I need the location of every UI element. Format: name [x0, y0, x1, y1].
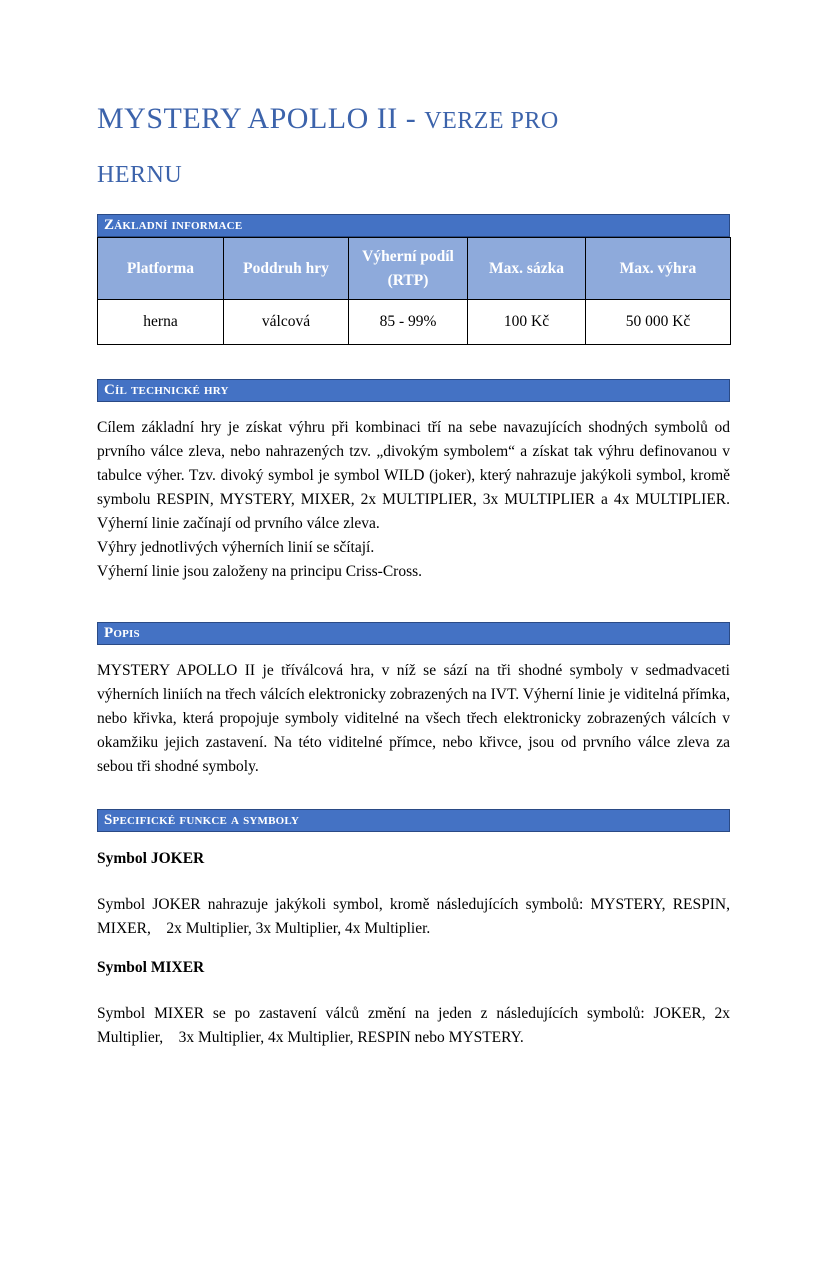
- column-header-platforma: Platforma: [98, 238, 224, 300]
- description-paragraph: MYSTERY APOLLO II je tříválcová hra, v níž se sází na tři shodné symboly v sedmadvaceti výherních liniích na třech válcích elektronicky zobrazených na IVT. Výherní linie je viditelná přímka, nebo křivka, která propojuje symboly viditelné na všech třech elektronicky zobrazených válcích v okamžiku jejich zastavení. Na této viditelné přímce, nebo křivce, jsou od prvního válce zleva za sebou tři shodné symboly.: [97, 662, 730, 775]
- column-header-poddruh-hry: Poddruh hry: [224, 238, 349, 300]
- page-title: [97, 92, 730, 200]
- cell-max-sazka: 100 Kč: [468, 300, 586, 345]
- goal-line-2: Výhry jednotlivých výherních linií se sčítají.: [97, 539, 375, 556]
- cell-poddruh-hry: válcová: [224, 300, 349, 345]
- symbol-mixer-paragraph: Symbol MIXER se po zastavení válců změní na jeden z následujících symbolů: JOKER, 2x Multiplier, 3x Multiplier, 4x Multiplier, RESPIN nebo MYSTERY.: [97, 1005, 730, 1046]
- column-header-max-sazka: Max. sázka: [468, 238, 586, 300]
- section-heading-goal: Cíl technické hry: [97, 379, 730, 402]
- symbol-joker-heading: Symbol JOKER: [97, 850, 205, 867]
- document-page: [0, 92, 827, 1261]
- goal-line-3: Výherní linie jsou založeny na principu Criss-Cross.: [97, 563, 423, 580]
- cell-max-vyhra: 50 000 Kč: [586, 300, 731, 345]
- page-title-sub: VERZE PRO: [424, 108, 559, 134]
- table-row: [98, 300, 731, 345]
- section-heading-basic-info: Základní informace: [97, 214, 730, 237]
- section-heading-description: Popis: [97, 622, 730, 645]
- goal-paragraph: Cílem základní hry je získat výhru při kombinaci tří na sebe navazujících shodných symbolů od prvního válce zleva, nebo nahrazených tzv. „divokým symbolem“ a získat tak výhru definovanou v tabulce výher. Tzv. divoký symbol je symbol WILD (joker), který nahrazuje jakýkoli symbol, kromě symbolu RESPIN, MYSTERY, MIXER, 2x MULTIPLIER, 3x MULTIPLIER a 4x MULTIPLIER. Výherní linie začínají od prvního válce zleva.: [97, 419, 730, 532]
- symbol-mixer-heading: Symbol MIXER: [97, 959, 205, 976]
- table-header-row: [98, 238, 731, 300]
- column-header-vyherni-podil: Výherní podíl (RTP): [349, 238, 468, 300]
- symbol-joker-paragraph: Symbol JOKER nahrazuje jakýkoli symbol, kromě následujících symbolů: MYSTERY, RESPIN, MIXER, 2x Multiplier, 3x Multiplier, 4x Multiplier.: [97, 896, 730, 937]
- page-title-sub-line2: HERNU: [97, 162, 183, 188]
- page-title-main: MYSTERY APOLLO II -: [97, 102, 425, 135]
- section-heading-functions: Specifické funkce a symboly: [97, 809, 730, 832]
- column-header-max-vyhra: Max. výhra: [586, 238, 731, 300]
- cell-vyherni-podil: 85 - 99%: [349, 300, 468, 345]
- basic-info-table: [97, 237, 731, 345]
- cell-platforma: herna: [98, 300, 224, 345]
